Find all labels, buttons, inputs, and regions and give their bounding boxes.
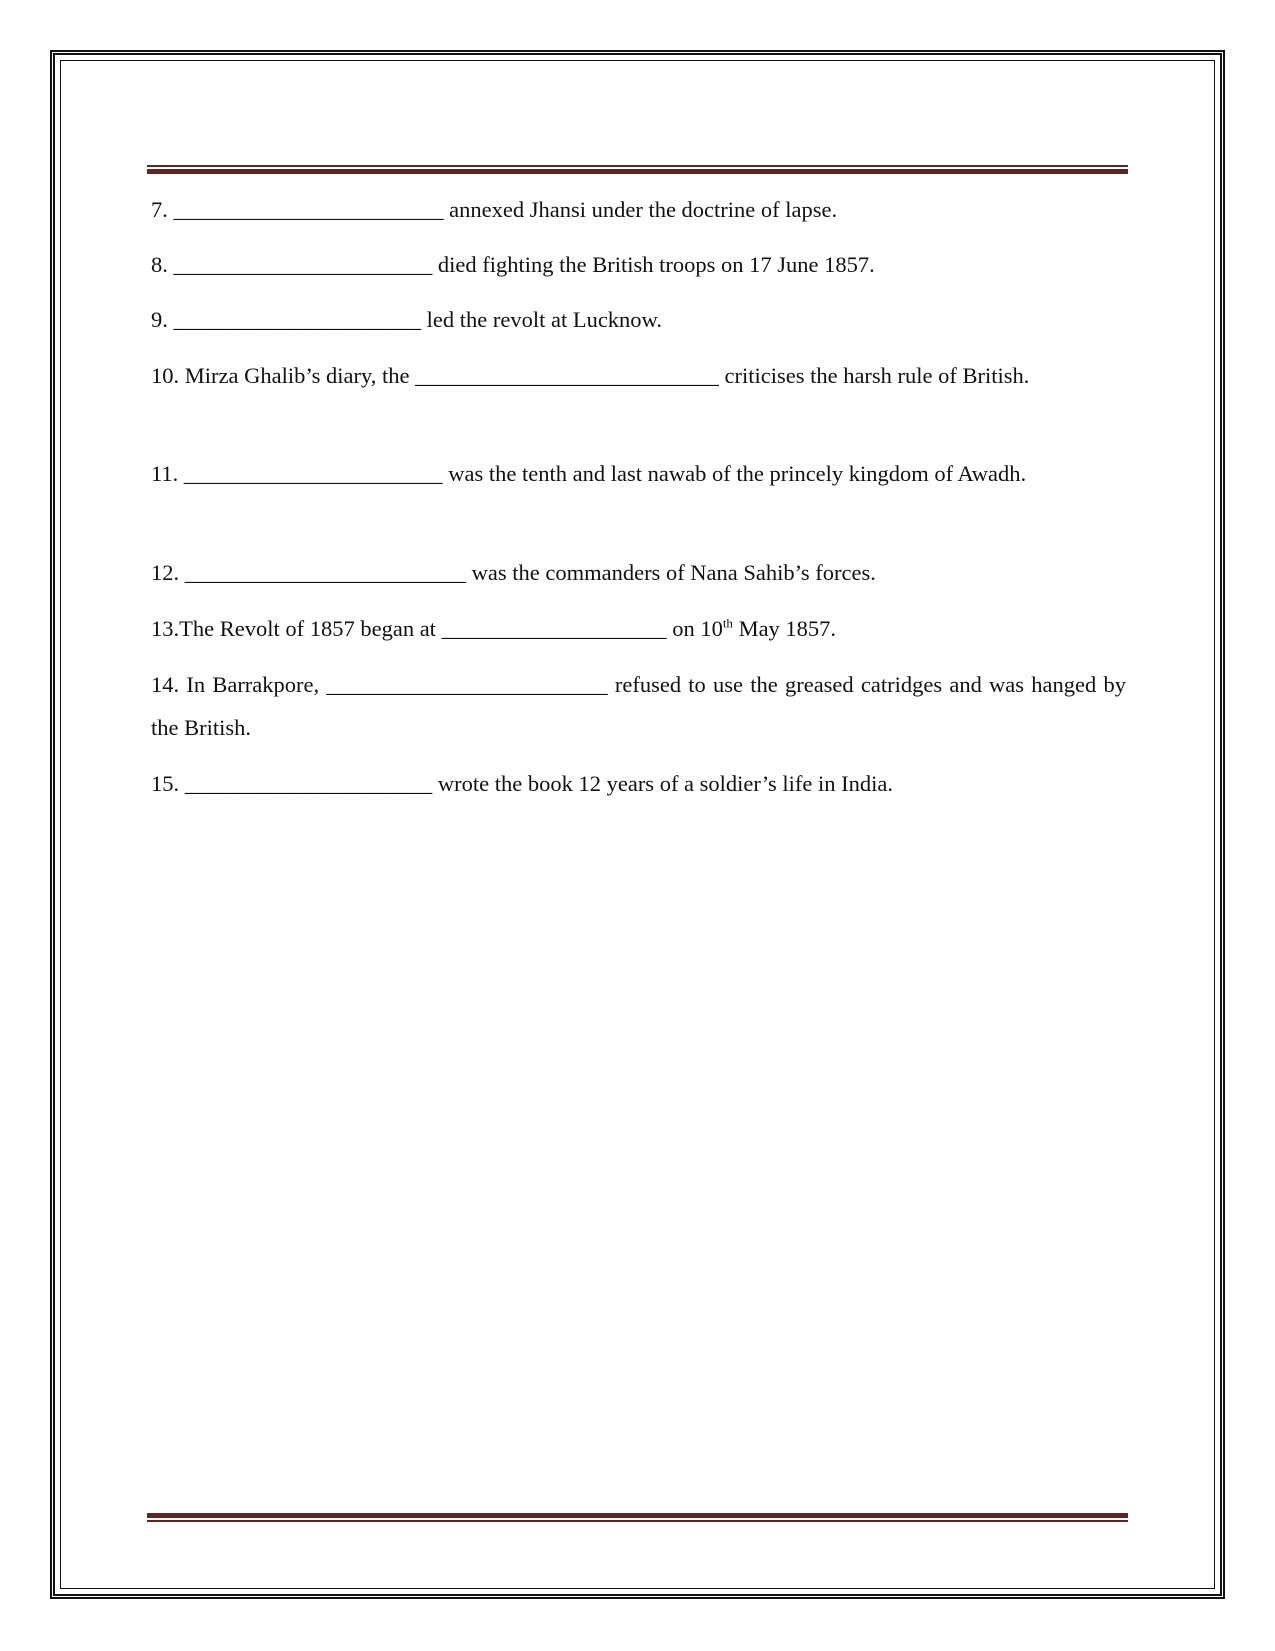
question-10: 10. Mirza Ghalib’s diary, the ___________________________ criticises the harsh rule of British. [151, 363, 1030, 388]
answer-blank: _________________________ [184, 560, 466, 585]
question-15: 15. ______________________ wrote the book 12 years of a soldier’s life in India. [151, 771, 893, 796]
answer-blank: _______________________ [183, 461, 443, 486]
answer-blank: _________________________ [326, 672, 608, 697]
question-7: 7. ________________________ annexed Jhansi under the doctrine of lapse. [151, 197, 838, 222]
answer-blank: ______________________ [184, 771, 433, 796]
footer-rule [147, 1513, 1128, 1522]
header-rule [147, 165, 1128, 174]
answer-blank: _______________________ [173, 252, 433, 277]
answer-blank: ____________________ [441, 616, 667, 641]
question-13: 13.The Revolt of 1857 began at ____________________ on 10th May 1857. [151, 615, 837, 641]
question-14: 14. In Barrakpore, _________________________ refused to use the greased catridges and was hanged by the British. [151, 672, 1126, 740]
question-9: 9. ______________________ led the revolt at Lucknow. [151, 307, 662, 332]
question-8: 8. _______________________ died fighting the British troops on 17 June 1857. [151, 252, 875, 277]
answer-blank: ________________________ [173, 197, 444, 222]
page-border-inner [60, 60, 1215, 1589]
question-12: 12. _________________________ was the commanders of Nana Sahib’s forces. [151, 560, 876, 585]
answer-blank: ______________________ [173, 307, 421, 332]
question-11: 11. _______________________ was the tenth and last nawab of the princely kingdom of Awadh. [151, 461, 1027, 486]
answer-blank: ___________________________ [415, 363, 719, 388]
